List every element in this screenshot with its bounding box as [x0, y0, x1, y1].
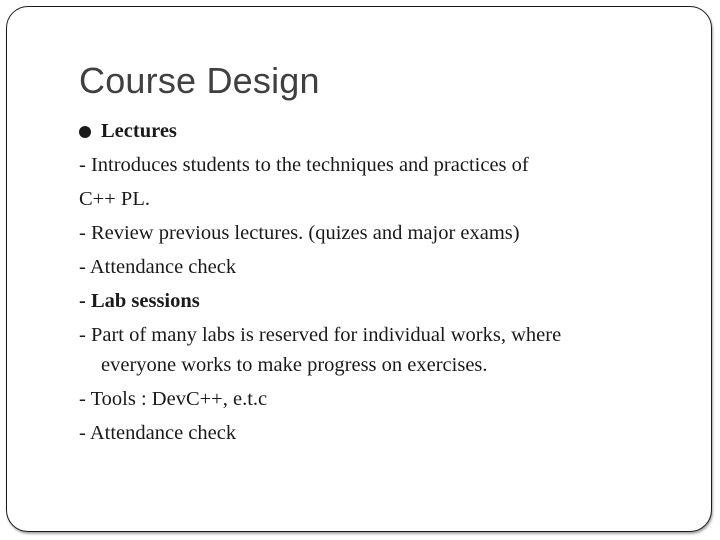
slide-title: Course Design: [79, 60, 320, 101]
body-line: - Attendance check: [79, 256, 237, 278]
bullet-heading: Lectures: [101, 120, 177, 142]
body-line-lab-sessions: - Lab sessions: [79, 290, 200, 312]
body-line: - Review previous lectures. (quizes and major exams): [79, 222, 520, 244]
bullet-dot-icon: [79, 126, 91, 138]
slide-body: [79, 116, 679, 452]
body-line: - Tools : DevC++, e.t.c: [79, 388, 268, 410]
body-line: - Introduces students to the techniques and practices of: [79, 154, 529, 176]
body-line: C++ PL.: [79, 188, 150, 210]
body-line-continuation: everyone works to make progress on exercises.: [101, 354, 488, 376]
bullet-lectures: [79, 116, 679, 150]
body-line: - Part of many labs is reserved for individual works, where: [79, 324, 562, 346]
body-line: - Attendance check: [79, 422, 237, 444]
